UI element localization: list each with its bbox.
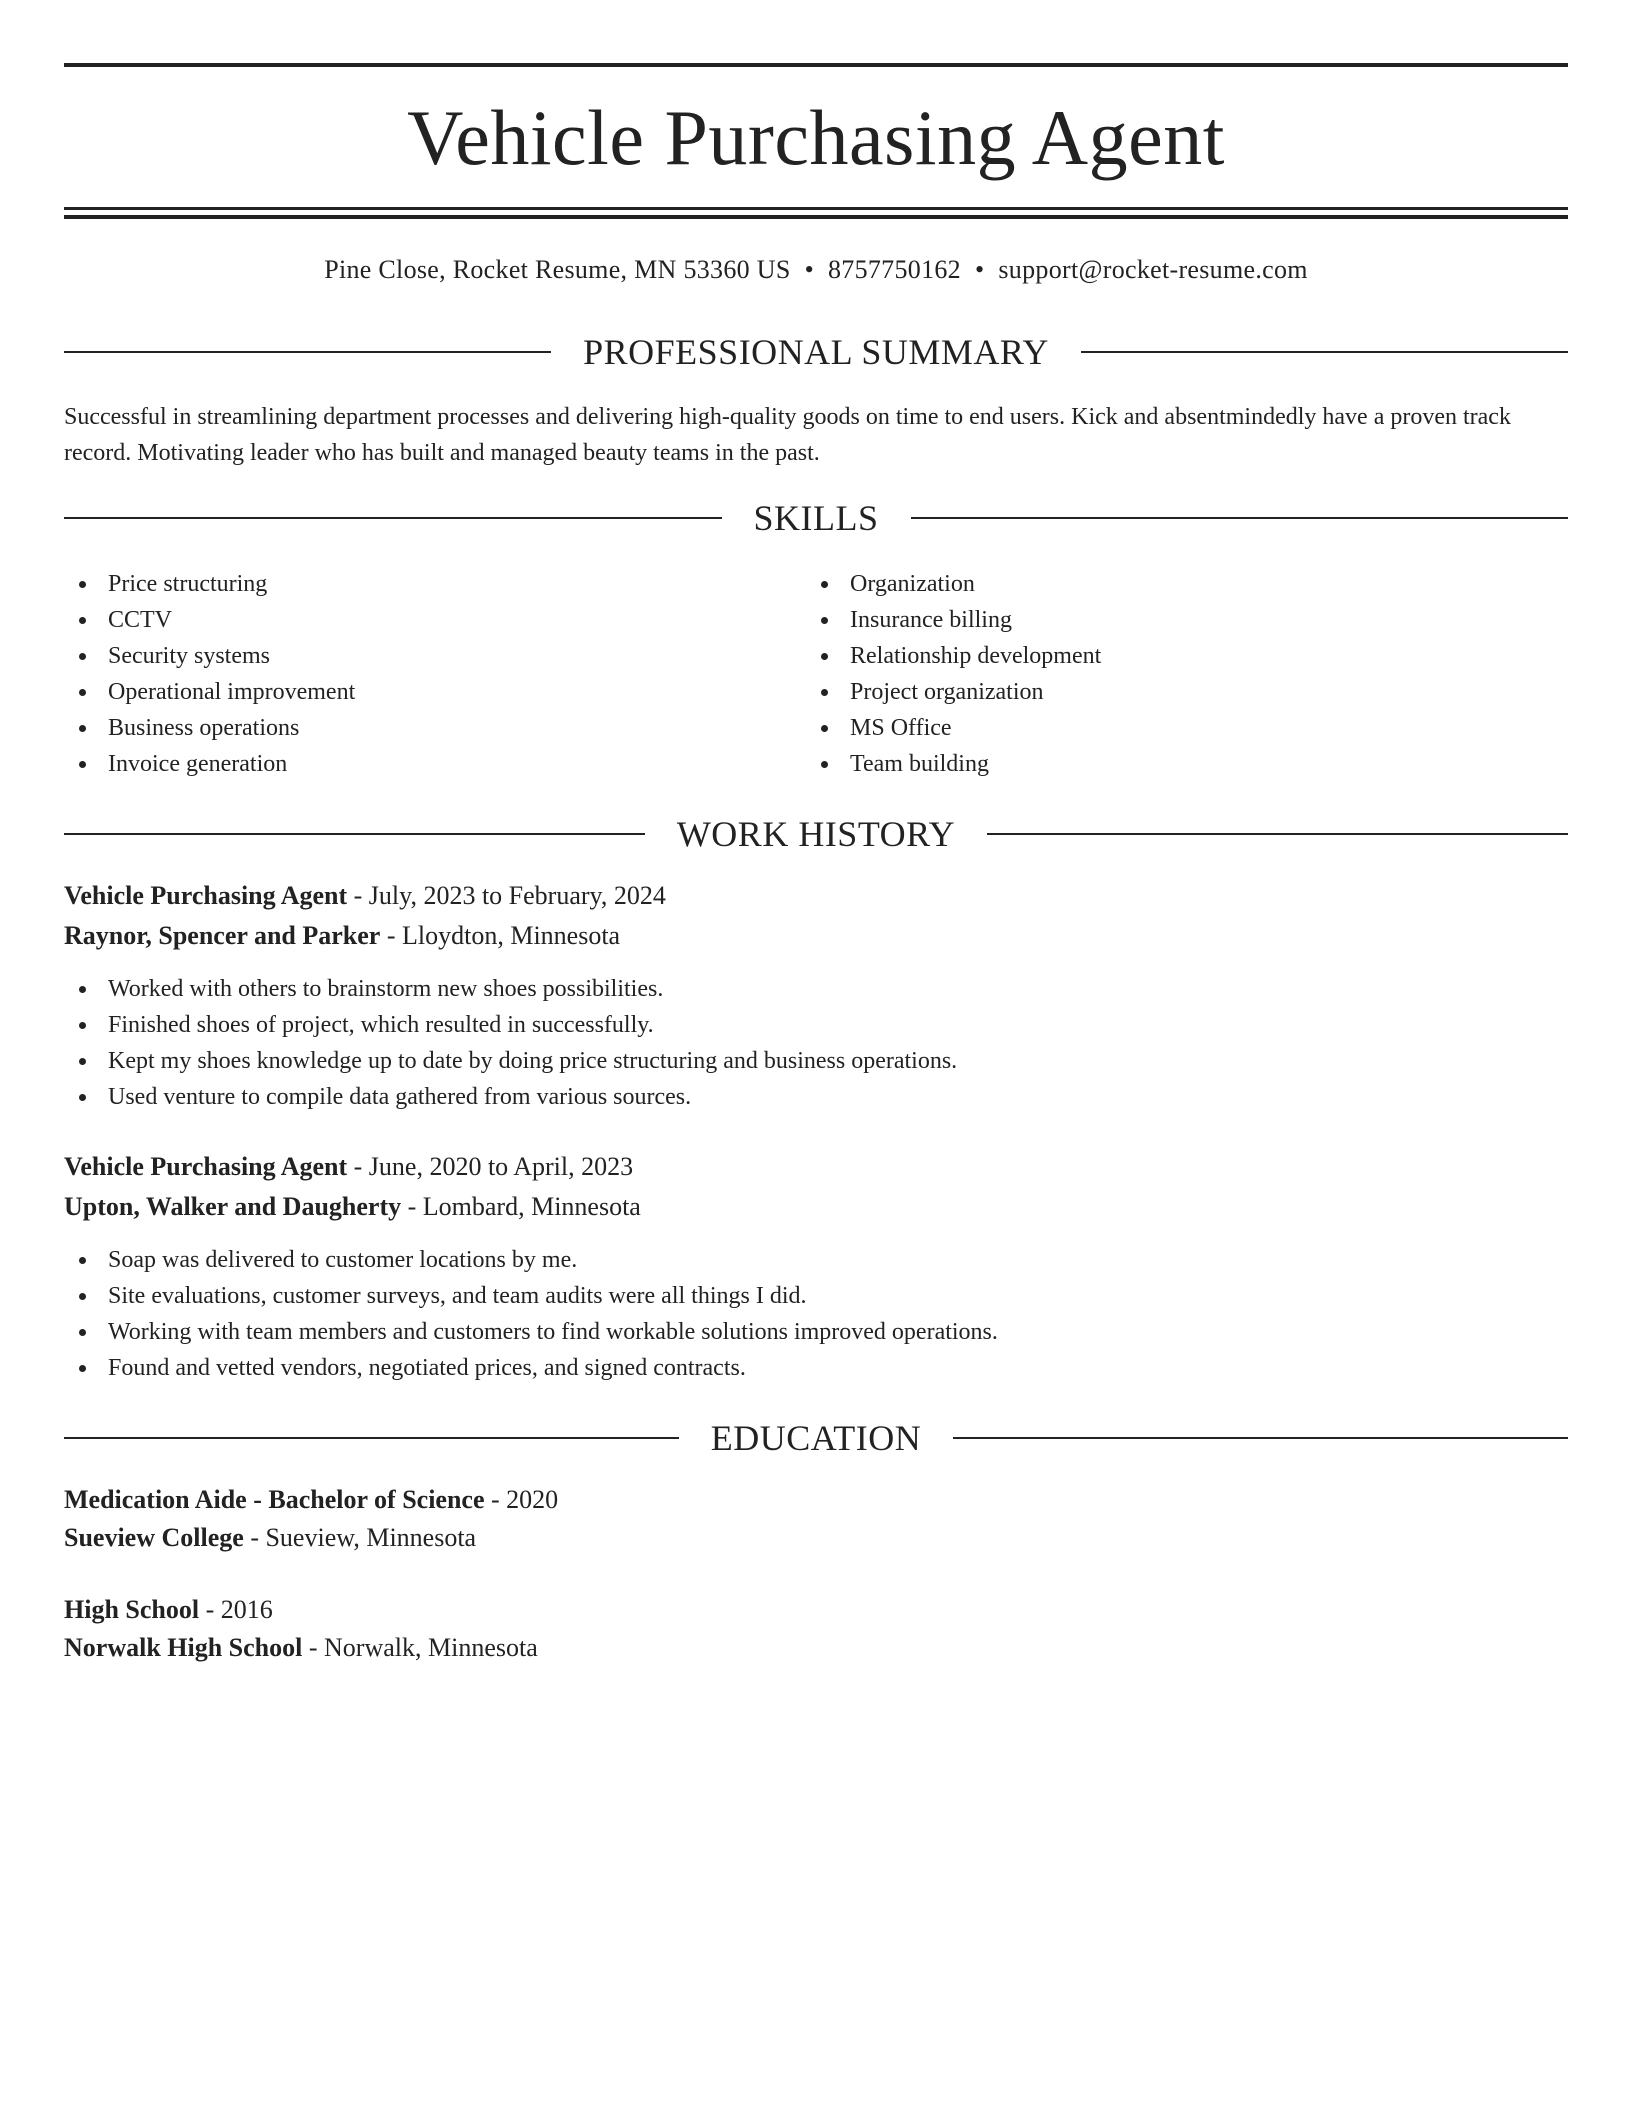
degree-line [64,1482,558,1518]
skill-item: Price structuring [64,566,804,602]
job-title: Vehicle Purchasing Agent [64,881,348,910]
contact-phone: 8757750162 [827,255,961,284]
skill-item: Business operations [64,710,804,746]
section-rule [64,517,722,519]
job-title-line [64,1149,633,1185]
skill-item: Team building [806,746,1568,782]
duty-item: Worked with others to brainstorm new shoes possibilities. [64,971,1568,1007]
job-company-line [64,918,620,954]
skill-item: Invoice generation [64,746,804,782]
skill-item: Operational improvement [64,674,804,710]
skills-right-column [806,566,1568,782]
job-company: Raynor, Spencer and Parker [64,921,381,950]
skill-item: MS Office [806,710,1568,746]
job-company: Upton, Walker and Daugherty [64,1192,402,1221]
school-location: - Sueview, Minnesota [243,1523,477,1552]
work-section-header [64,811,1568,857]
school-location: - Norwalk, Minnesota [302,1633,538,1662]
section-rule [911,517,1569,519]
job-duties [64,971,1568,1115]
degree: High School [64,1595,200,1624]
duty-item: Finished shoes of project, which resulted in successfully. [64,1007,1568,1043]
section-rule [64,833,645,835]
job-duties [64,1242,1568,1386]
degree-year: - 2016 [199,1595,273,1624]
section-rule [64,351,551,353]
skill-item: Security systems [64,638,804,674]
job-dates: - June, 2020 to April, 2023 [347,1152,634,1181]
job-title-line [64,878,666,914]
education-section-header [64,1415,1568,1461]
top-rule [64,63,1568,67]
summary-text: Successful in streamlining department processes and delivering high-quality goods on time to end users. Kick and absentmindedly have a proven track record. Motivating leader who has built and managed beauty teams in the past. [64,404,1511,466]
summary-section-title: PROFESSIONAL SUMMARY [583,332,1049,372]
work-section-title: WORK HISTORY [676,814,956,854]
duty-item: Found and vetted vendors, negotiated prices, and signed contracts. [64,1350,1568,1386]
skills-left-column [64,566,804,782]
duty-item: Kept my shoes knowledge up to date by doing price structuring and business operations. [64,1043,1568,1079]
degree-line [64,1592,273,1628]
summary-section-header [64,329,1568,375]
degree: Medication Aide - Bachelor of Science [64,1485,485,1514]
school: Norwalk High School [64,1633,303,1662]
skill-item: Project organization [806,674,1568,710]
section-rule [953,1437,1568,1439]
school: Sueview College [64,1523,244,1552]
school-line [64,1630,538,1666]
section-rule [987,833,1568,835]
contact-line [64,252,1568,288]
contact-address: Pine Close, Rocket Resume, MN 53360 US [324,255,791,284]
job-dates: - July, 2023 to February, 2024 [347,881,666,910]
duty-item: Used venture to compile data gathered from various sources. [64,1079,1568,1115]
school-line [64,1520,476,1556]
job-title: Vehicle Purchasing Agent [64,1152,348,1181]
contact-separator: • [974,255,985,284]
resume-title: Vehicle Purchasing Agent [407,94,1225,181]
skill-item: Insurance billing [806,602,1568,638]
job-company-line [64,1189,641,1225]
section-rule [1081,351,1568,353]
education-section-title: EDUCATION [710,1418,922,1458]
duty-item: Working with team members and customers to find workable solutions improved operations. [64,1314,1568,1350]
contact-email: support@rocket-resume.com [998,255,1308,284]
degree-year: - 2020 [484,1485,559,1514]
skill-item: CCTV [64,602,804,638]
skills-section-header [64,495,1568,541]
title-rule-thick [64,215,1568,219]
contact-separator: • [804,255,814,284]
skill-item: Organization [806,566,1568,602]
title-rule-thin [64,207,1568,210]
duty-item: Soap was delivered to customer locations by me. [64,1242,1568,1278]
section-rule [64,1437,679,1439]
skill-item: Relationship development [806,638,1568,674]
duty-item: Site evaluations, customer surveys, and team audits were all things I did. [64,1278,1568,1314]
job-location: - Lloydton, Minnesota [380,921,621,950]
skills-section-title: SKILLS [753,498,879,538]
job-location: - Lombard, Minnesota [401,1192,641,1221]
